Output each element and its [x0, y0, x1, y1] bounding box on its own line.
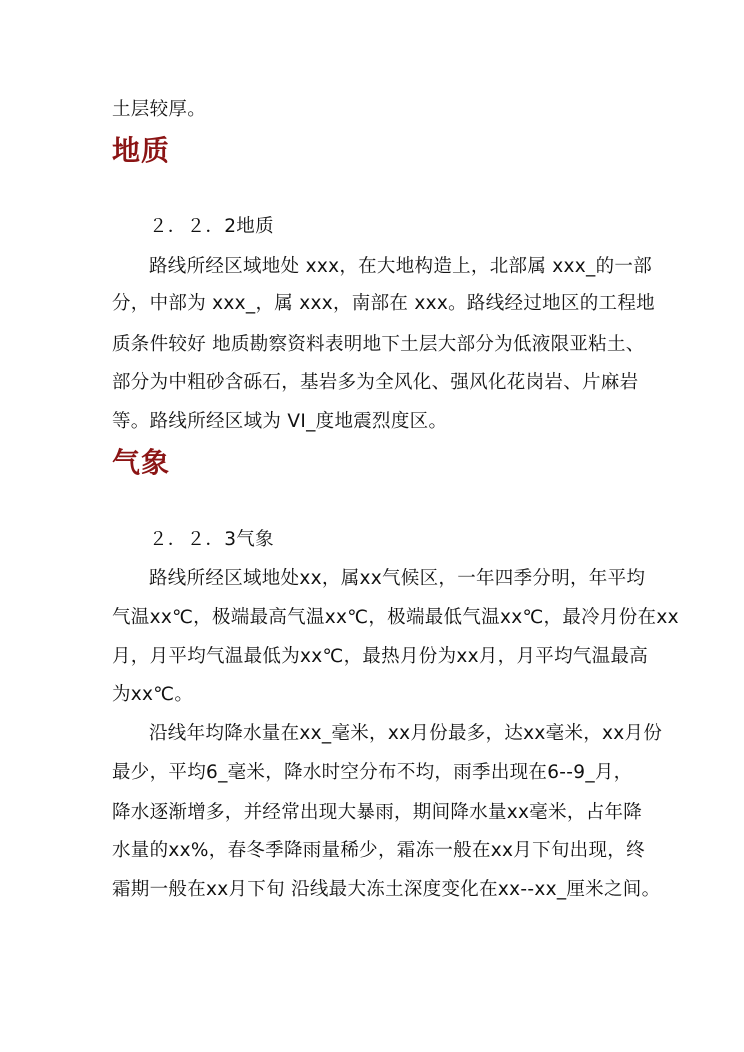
- subsection-heading-geology: ２．２．2地质: [149, 216, 274, 237]
- paragraph-line: 月，月平均气温最低为xx℃，最热月份为xx月，月平均气温最高: [112, 646, 649, 667]
- paragraph-line: 水量的xx%，春冬季降雨量稀少，霜冻一般在xx月下旬出现，终: [112, 840, 645, 861]
- paragraph-line: 霜期一般在xx月下旬 沿线最大冻土深度变化在xx--xx_厘米之间。: [112, 879, 661, 900]
- paragraph-line: 降水逐渐增多，并经常出现大暴雨，期间降水量xx毫米，占年降: [112, 802, 643, 823]
- paragraph-line: 质条件较好 地质勘察资料表明地下土层大部分为低液限亚粘土、: [112, 334, 645, 355]
- paragraph-line: 气温xx℃，极端最高气温xx℃，极端最低气温xx℃，最冷月份在xx: [112, 607, 679, 628]
- paragraph-line: 为xx℃。: [112, 684, 194, 705]
- body-text-line: 土层较厚。: [112, 99, 207, 120]
- section-heading-geology: 地质: [112, 134, 171, 167]
- paragraph-line: 等。路线所经区域为 VI_度地震烈度区。: [112, 411, 448, 432]
- paragraph-line: 路线所经区域地处xx，属xx气候区，一年四季分明，年平均: [149, 568, 646, 589]
- subsection-heading-climate: ２．２．3气象: [149, 529, 274, 550]
- paragraph-line: 沿线年均降水量在xx_毫米，xx月份最多，达xx毫米，xx月份: [149, 723, 663, 744]
- paragraph-line: 路线所经区域地处 xxx，在大地构造上，北部属 xxx_的一部: [149, 256, 653, 277]
- section-heading-climate: 气象: [112, 446, 171, 479]
- paragraph-line: 最少，平均6_毫米，降水时空分布不均，雨季出现在6--9_月，: [112, 762, 633, 783]
- paragraph-line: 分，中部为 xxx_，属 xxx，南部在 xxx。路线经过地区的工程地: [112, 293, 655, 314]
- paragraph-line: 部分为中粗砂含砾石，基岩多为全风化、强风化花岗岩、片麻岩: [112, 372, 639, 393]
